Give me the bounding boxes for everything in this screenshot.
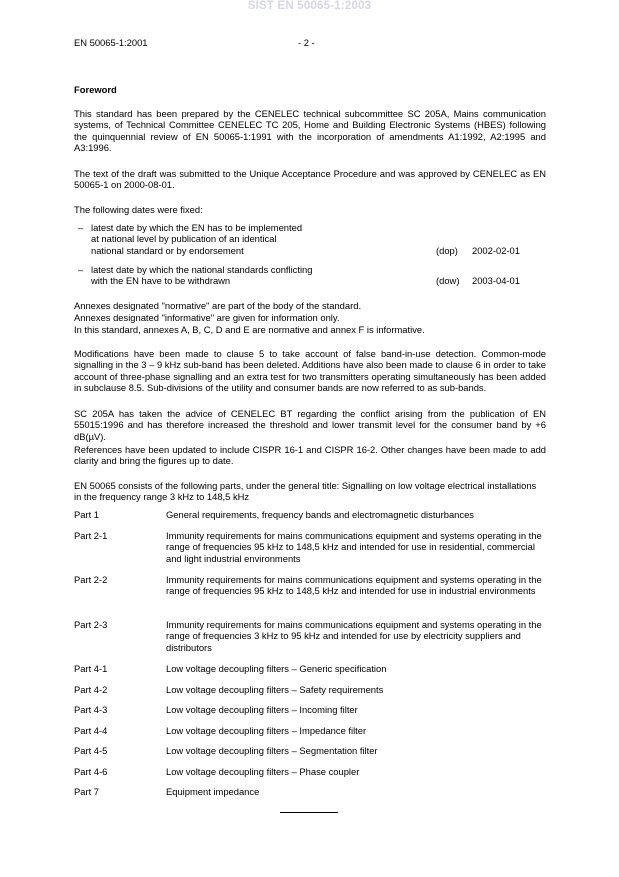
part-description: Low voltage decoupling filters – Incoming filter — [166, 704, 358, 715]
part-label: Part 4-6 — [74, 766, 108, 777]
part-label: Part 4-4 — [74, 725, 108, 736]
part-description: Immunity requirements for mains communications equipment and systems operating in the range of frequencies 3 kHz to 95 kHz and intended for use by electricity suppliers and distributors — [166, 619, 542, 653]
date-text-line: at national level by publication of an identical — [91, 233, 277, 245]
date-text-line: latest date by which the EN has to be implemented — [91, 222, 303, 233]
date-abbr: (dow) — [436, 275, 460, 287]
part-description: Low voltage decoupling filters – Segmentation filter — [166, 745, 378, 756]
foreword-title: Foreword — [74, 84, 117, 95]
header-page-number: - 2 - — [298, 37, 315, 48]
list-dash: – — [78, 264, 84, 275]
part-label: Part 4-1 — [74, 663, 108, 674]
date-item-dop — [74, 222, 546, 258]
list-dash: – — [78, 222, 84, 233]
part-description: Low voltage decoupling filters – Impedance filter — [166, 725, 367, 736]
foreword-paragraph-1: This standard has been prepared by the CENELEC technical subcommittee SC 205A, Mains communication systems, of Technical Committee CENELEC TC 205, Home and Building Electronic Systems (HBES) following the quinquennial review of EN 50065-1:1991 with the incorporation of amendments A1:1992, A2:1995 and A3:1996. — [74, 108, 546, 153]
part-label: Part 2-1 — [74, 530, 108, 541]
part-label: Part 4-2 — [74, 684, 108, 695]
date-item-dow — [74, 264, 546, 288]
references-paragraph: References have been updated to include CISPR 16-1 and CISPR 16-2. Other changes have been made to add clarity and bring the figures up to date. — [74, 444, 546, 467]
foreword-paragraph-2: The text of the draft was submitted to the Unique Acceptance Procedure and was approved by CENELEC as EN 50065-1 on 2000-08-01. — [74, 168, 546, 191]
date-text-line: with the EN have to be withdrawn — [91, 275, 231, 287]
part-label: Part 1 — [74, 509, 100, 520]
part-label: Part 7 — [74, 786, 100, 797]
end-rule — [280, 812, 338, 813]
part-description: Immunity requirements for mains communications equipment and systems operating in the range of frequencies 95 kHz to 148,5 kHz and intended for use in residential, commercial and light industrial environments — [166, 530, 542, 564]
part-description: General requirements, frequency bands and electromagnetic disturbances — [166, 509, 474, 520]
part-label: Part 2-3 — [74, 619, 108, 630]
date-value: 2002-02-01 — [472, 244, 520, 256]
header-doc-id: EN 50065-1:2001 — [74, 37, 148, 48]
part-description: Low voltage decoupling filters – Generic specification — [166, 663, 387, 674]
date-text-line: latest date by which the national standards conflicting — [91, 264, 313, 275]
dates-intro: The following dates were fixed: — [74, 204, 203, 215]
date-text-line: national standard or by endorsement — [91, 244, 244, 256]
part-label: Part 4-3 — [74, 704, 108, 715]
annex-line-3: In this standard, annexes A, B, C, D and E are normative and annex F is informative. — [74, 324, 425, 335]
date-item-text — [91, 222, 431, 256]
date-value: 2003-04-01 — [472, 275, 520, 287]
date-item-text — [91, 264, 431, 287]
annex-line-2: Annexes designated "informative" are given for information only. — [74, 312, 340, 323]
part-description: Immunity requirements for mains communications equipment and systems operating in the range of frequencies 95 kHz to 148,5 kHz and intended for use in industrial environments — [166, 574, 542, 597]
part-description: Equipment impedance — [166, 786, 260, 797]
parts-intro: EN 50065 consists of the following parts, under the general title: Signalling on low voltage electrical installations in the frequency range 3 kHz to 148,5 kHz — [74, 480, 537, 503]
annex-line-1: Annexes designated "normative" are part of the body of the standard. — [74, 300, 362, 311]
part-description: Low voltage decoupling filters – Safety requirements — [166, 684, 384, 695]
watermark: SIST EN 50065-1:2003 — [247, 0, 372, 12]
date-abbr: (dop) — [436, 244, 458, 256]
part-label: Part 2-2 — [74, 574, 108, 585]
part-label: Part 4-5 — [74, 745, 108, 756]
modifications-paragraph: Modifications have been made to clause 5 to take account of false band-in-use detection. Common-mode signalling in the 3 – 9 kHz sub-band has been deleted. Additions have also been made to clause 6 in order to take account of three-phase signalling and an extra test for two transmitters operating simultaneously has been added in subclause 8.5. Sub-divisions of the utility and consumer bands are now referred to as sub-bands. — [74, 348, 546, 393]
sc205a-paragraph: SC 205A has taken the advice of CENELEC BT regarding the conflict arising from the publication of EN 55015:1996 and has therefore increased the threshold and lower transmit level for the consumer band by +6 dB(µV). — [74, 408, 546, 442]
part-description: Low voltage decoupling filters – Phase coupler — [166, 766, 360, 777]
